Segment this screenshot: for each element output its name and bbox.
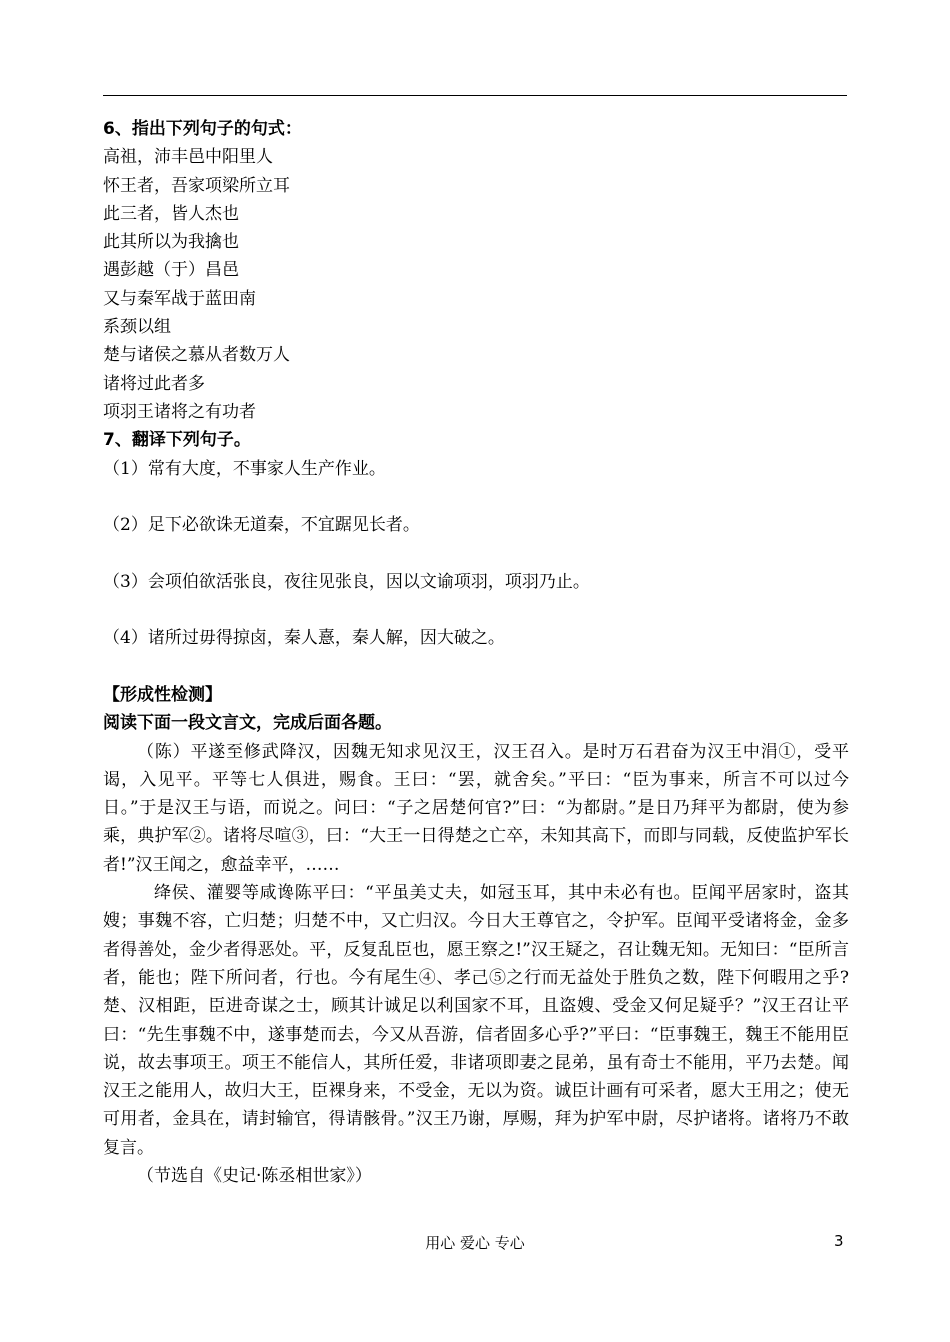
section6-heading: 6、指出下列句子的句式： <box>103 119 302 139</box>
classical-passage-paragraph-2: 绛侯、灌婴等咸谗陈平曰：“平虽美丈夫，如冠玉耳，其中未必有也。臣闻平居家时，盗其嫂；事魏不容，亡归楚；归楚不中，又亡归汉。今日大王尊官之，令护军。臣闻平受诸将金，金多者得善处，金少者得恶处。平，反复乱臣也，愿王察之!”汉王疑之，召让魏无知。无知曰：“臣所言者，能也；陛下所问者，行也。今有尾生④、孝己⑤之行而无益处于胜负之数，陛下何暇用之乎?楚、汉相距，臣进奇谋之士，顾其计诚足以利国家不耳，且盗嫂、受金又何足疑乎？”汉王召让平曰：“先生事魏不中，遂事楚而去，今又从吾游，信者固多心乎?”平曰：“臣事魏王，魏王不能用臣说，故去事项王。项王不能信人，其所任爱，非诸项即妻之昆弟，虽有奇士不能用，平乃去楚。闻汉王之能用人，故归大王，臣裸身来，不受金，无以为资。诚臣计画有可采者，愿大王用之；使无可用者，金具在，请封输官，得请骸骨。”汉王乃谢，厚赐，拜为护军中尉，尽护诸将。诸将乃不敢复言。 <box>103 883 849 1158</box>
translation-item: （1）常有大度，不事家人生产作业。 <box>103 458 386 479</box>
passage-source: （节选自《史记·陈丞相世家》） <box>137 1165 372 1186</box>
translation-item: （2）足下必欲诛无道秦，不宜踞见长者。 <box>103 515 420 536</box>
answer-space <box>103 483 849 511</box>
sentence-item: 系颈以组 <box>103 317 171 338</box>
sentence-item: 又与秦军战于蓝田南 <box>103 288 256 309</box>
answer-space <box>103 596 849 624</box>
document-body <box>103 115 849 1190</box>
section7-heading: 7、翻译下列句子。 <box>103 430 251 451</box>
sentence-item: 此其所以为我擒也 <box>103 232 239 253</box>
sentence-item: 此三者，皆人杰也 <box>103 203 239 224</box>
sentence-item: 项羽王诸将之有功者 <box>103 401 256 422</box>
sentence-item: 高祖，沛丰邑中阳里人 <box>103 147 273 168</box>
sentence-item: 诸将过此者多 <box>103 373 205 394</box>
header-rule <box>103 95 847 96</box>
answer-space <box>103 539 849 567</box>
sentence-item: 怀王者，吾家项梁所立耳 <box>103 175 290 196</box>
page-number: 3 <box>834 1232 844 1250</box>
sentence-item: 楚与诸侯之慕从者数万人 <box>103 345 290 366</box>
answer-space <box>103 653 849 681</box>
classical-passage-paragraph-1: （陈）平遂至修武降汉，因魏无知求见汉王，汉王召入。是时万石君奋为汉王中涓①，受平谒，入见平。平等七人俱进，赐食。王曰：“罢，就舍矣。”平曰：“臣为事来，所言不可以过今日。”于是汉王与语，而说之。问曰：“子之居楚何官?”曰：“为都尉。”是日乃拜平为都尉，使为参乘，典护军②。诸将尽喧③，曰：“大王一日得楚之亡卒，未知其高下，而即与同载，反使监护军长者!”汉王闻之，愈益幸平，…… <box>103 741 849 875</box>
translation-item: （4）诸所过毋得掠卤，秦人憙，秦人解，因大破之。 <box>103 628 505 649</box>
footer-motto: 用心 爱心 专心 <box>425 1234 525 1252</box>
translation-item: （3）会项伯欲活张良，夜往见张良，因以文谕项羽，项羽乃止。 <box>103 571 590 592</box>
sentence-item: 遇彭越（于）昌邑 <box>103 260 239 281</box>
assessment-instruction: 阅读下面一段文言文，完成后面各题。 <box>103 713 392 734</box>
assessment-heading: 【形成性检测】 <box>103 684 222 705</box>
